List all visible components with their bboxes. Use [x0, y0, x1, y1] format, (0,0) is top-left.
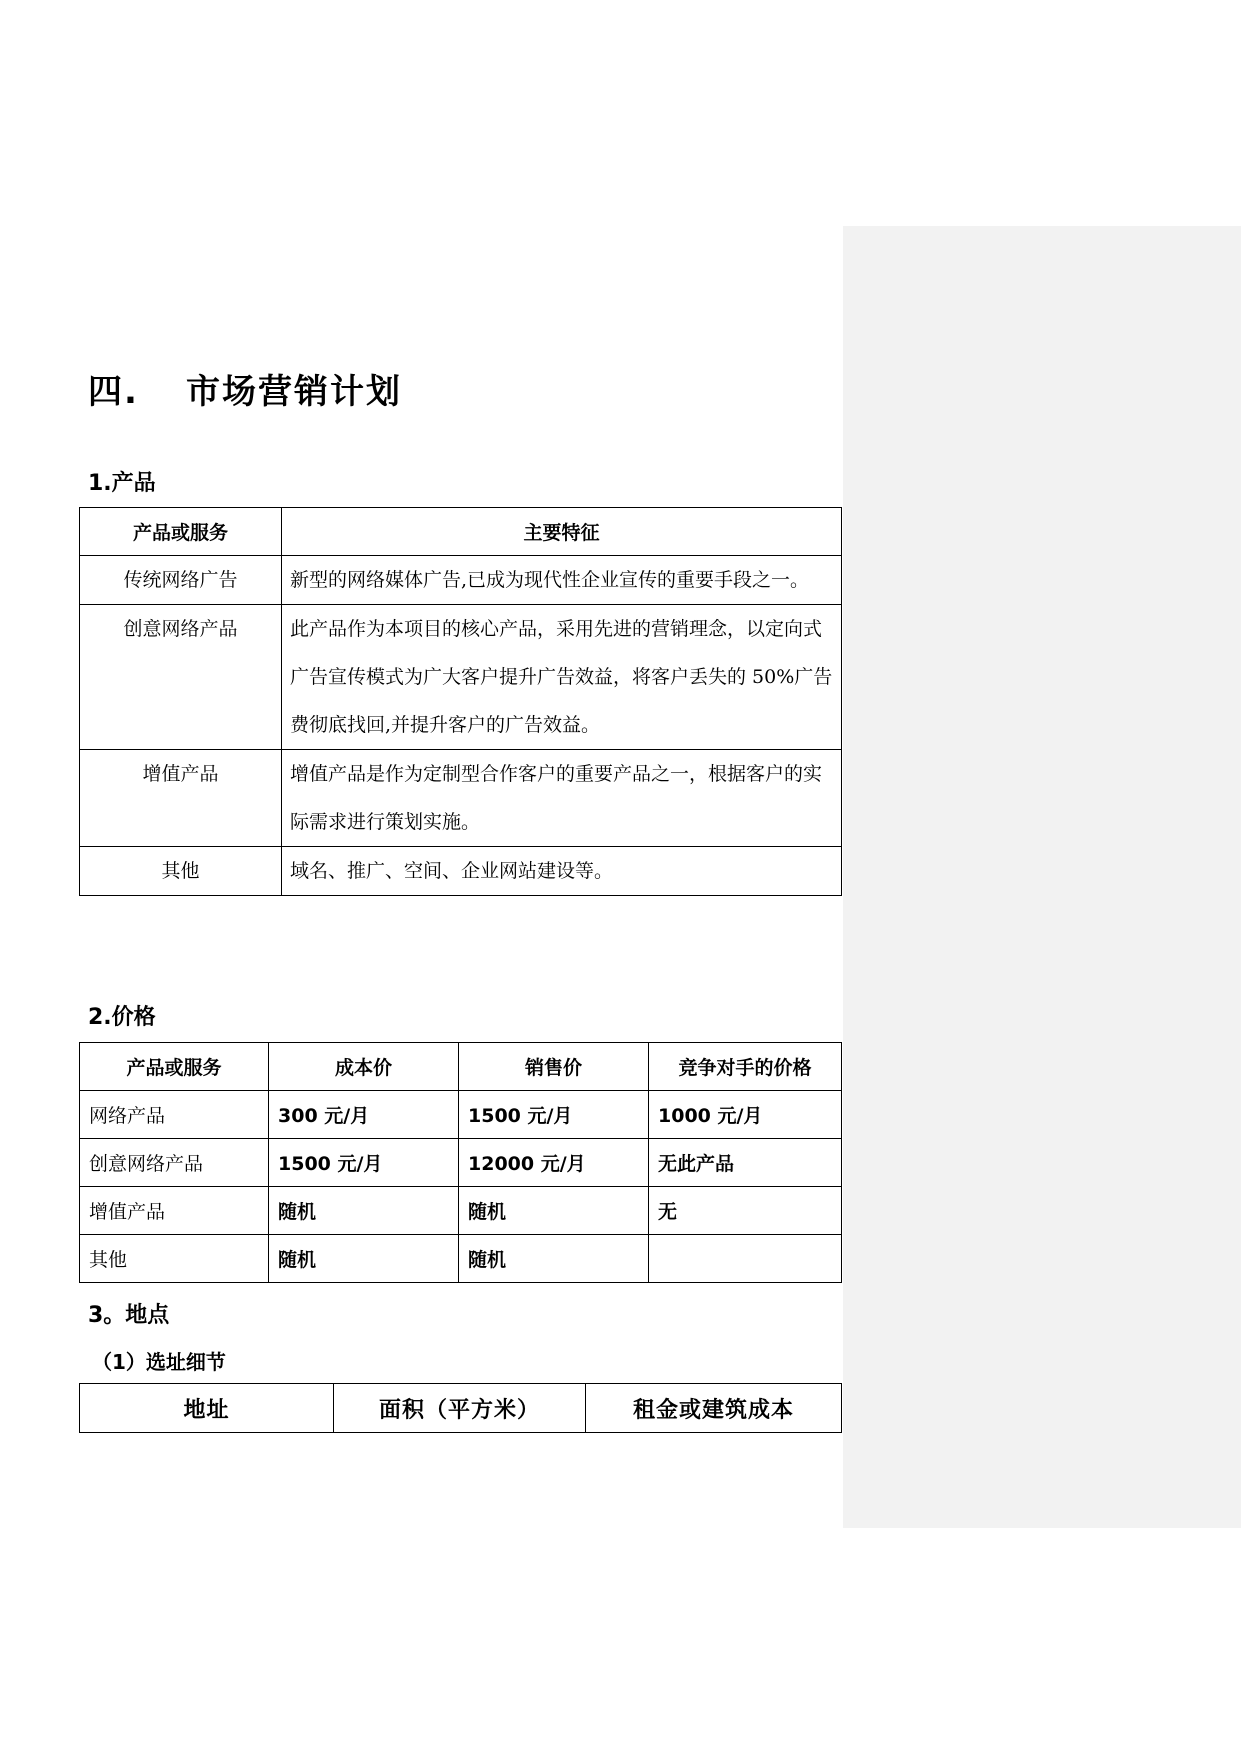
table-header-cell: 成本价 — [269, 1043, 459, 1091]
comment-margin-panel — [843, 226, 1241, 1528]
table-header-row — [80, 1043, 842, 1091]
price-product-cell: 创意网络产品 — [80, 1139, 269, 1187]
section-title-text: 市场营销计划 — [186, 372, 402, 412]
competitor-price-cell: 无此产品 — [649, 1139, 842, 1187]
product-feature-cell: 此产品作为本项目的核心产品，采用先进的营销理念，以定向式广告宣传模式为广大客户提升广告效益，将客户丢失的 50%广告费彻底找回,并提升客户的广告效益。 — [282, 605, 842, 750]
cost-price-cell: 随机 — [269, 1187, 459, 1235]
price-product-cell: 网络产品 — [80, 1091, 269, 1139]
cost-price-cell: 1500 元/月 — [269, 1139, 459, 1187]
sale-price-cell: 随机 — [459, 1235, 649, 1283]
table-row — [80, 605, 842, 750]
price-table — [79, 1042, 842, 1283]
product-name-cell: 传统网络广告 — [80, 556, 282, 605]
price-product-cell: 增值产品 — [80, 1187, 269, 1235]
table-row — [80, 1139, 842, 1187]
table-header-cell: 面积（平方米） — [334, 1384, 586, 1433]
sale-price-cell: 1500 元/月 — [459, 1091, 649, 1139]
product-name-cell: 增值产品 — [80, 750, 282, 847]
price-heading: 2.价格 — [88, 1005, 156, 1030]
table-header-cell: 产品或服务 — [80, 1043, 269, 1091]
product-name-cell: 创意网络产品 — [80, 605, 282, 750]
table-header-cell: 产品或服务 — [80, 508, 282, 556]
competitor-price-cell: 1000 元/月 — [649, 1091, 842, 1139]
competitor-price-cell: 无 — [649, 1187, 842, 1235]
price-product-cell: 其他 — [80, 1235, 269, 1283]
sale-price-cell: 12000 元/月 — [459, 1139, 649, 1187]
cost-price-cell: 300 元/月 — [269, 1091, 459, 1139]
cost-price-cell: 随机 — [269, 1235, 459, 1283]
table-header-cell: 租金或建筑成本 — [586, 1384, 842, 1433]
table-header-row — [80, 508, 842, 556]
competitor-price-cell — [649, 1235, 842, 1283]
section-number: 四. — [88, 372, 139, 412]
table-row — [80, 750, 842, 847]
table-header-cell: 主要特征 — [282, 508, 842, 556]
table-row — [80, 556, 842, 605]
product-feature-cell: 增值产品是作为定制型合作客户的重要产品之一，根据客户的实际需求进行策划实施。 — [282, 750, 842, 847]
table-header-cell: 竞争对手的价格 — [649, 1043, 842, 1091]
section-title — [88, 364, 402, 413]
location-heading: 3。地点 — [88, 1303, 170, 1328]
product-name-cell: 其他 — [80, 847, 282, 896]
product-feature-cell: 域名、推广、空间、企业网站建设等。 — [282, 847, 842, 896]
table-row — [80, 847, 842, 896]
table-header-row — [80, 1384, 842, 1433]
product-table — [79, 507, 842, 896]
location-table — [79, 1383, 842, 1433]
table-row — [80, 1235, 842, 1283]
product-feature-cell: 新型的网络媒体广告,已成为现代性企业宣传的重要手段之一。 — [282, 556, 842, 605]
table-row — [80, 1187, 842, 1235]
sale-price-cell: 随机 — [459, 1187, 649, 1235]
table-row — [80, 1091, 842, 1139]
location-subheading: （1）选址细节 — [92, 1350, 226, 1374]
product-heading: 1.产品 — [88, 471, 156, 496]
table-header-cell: 地址 — [80, 1384, 334, 1433]
table-header-cell: 销售价 — [459, 1043, 649, 1091]
